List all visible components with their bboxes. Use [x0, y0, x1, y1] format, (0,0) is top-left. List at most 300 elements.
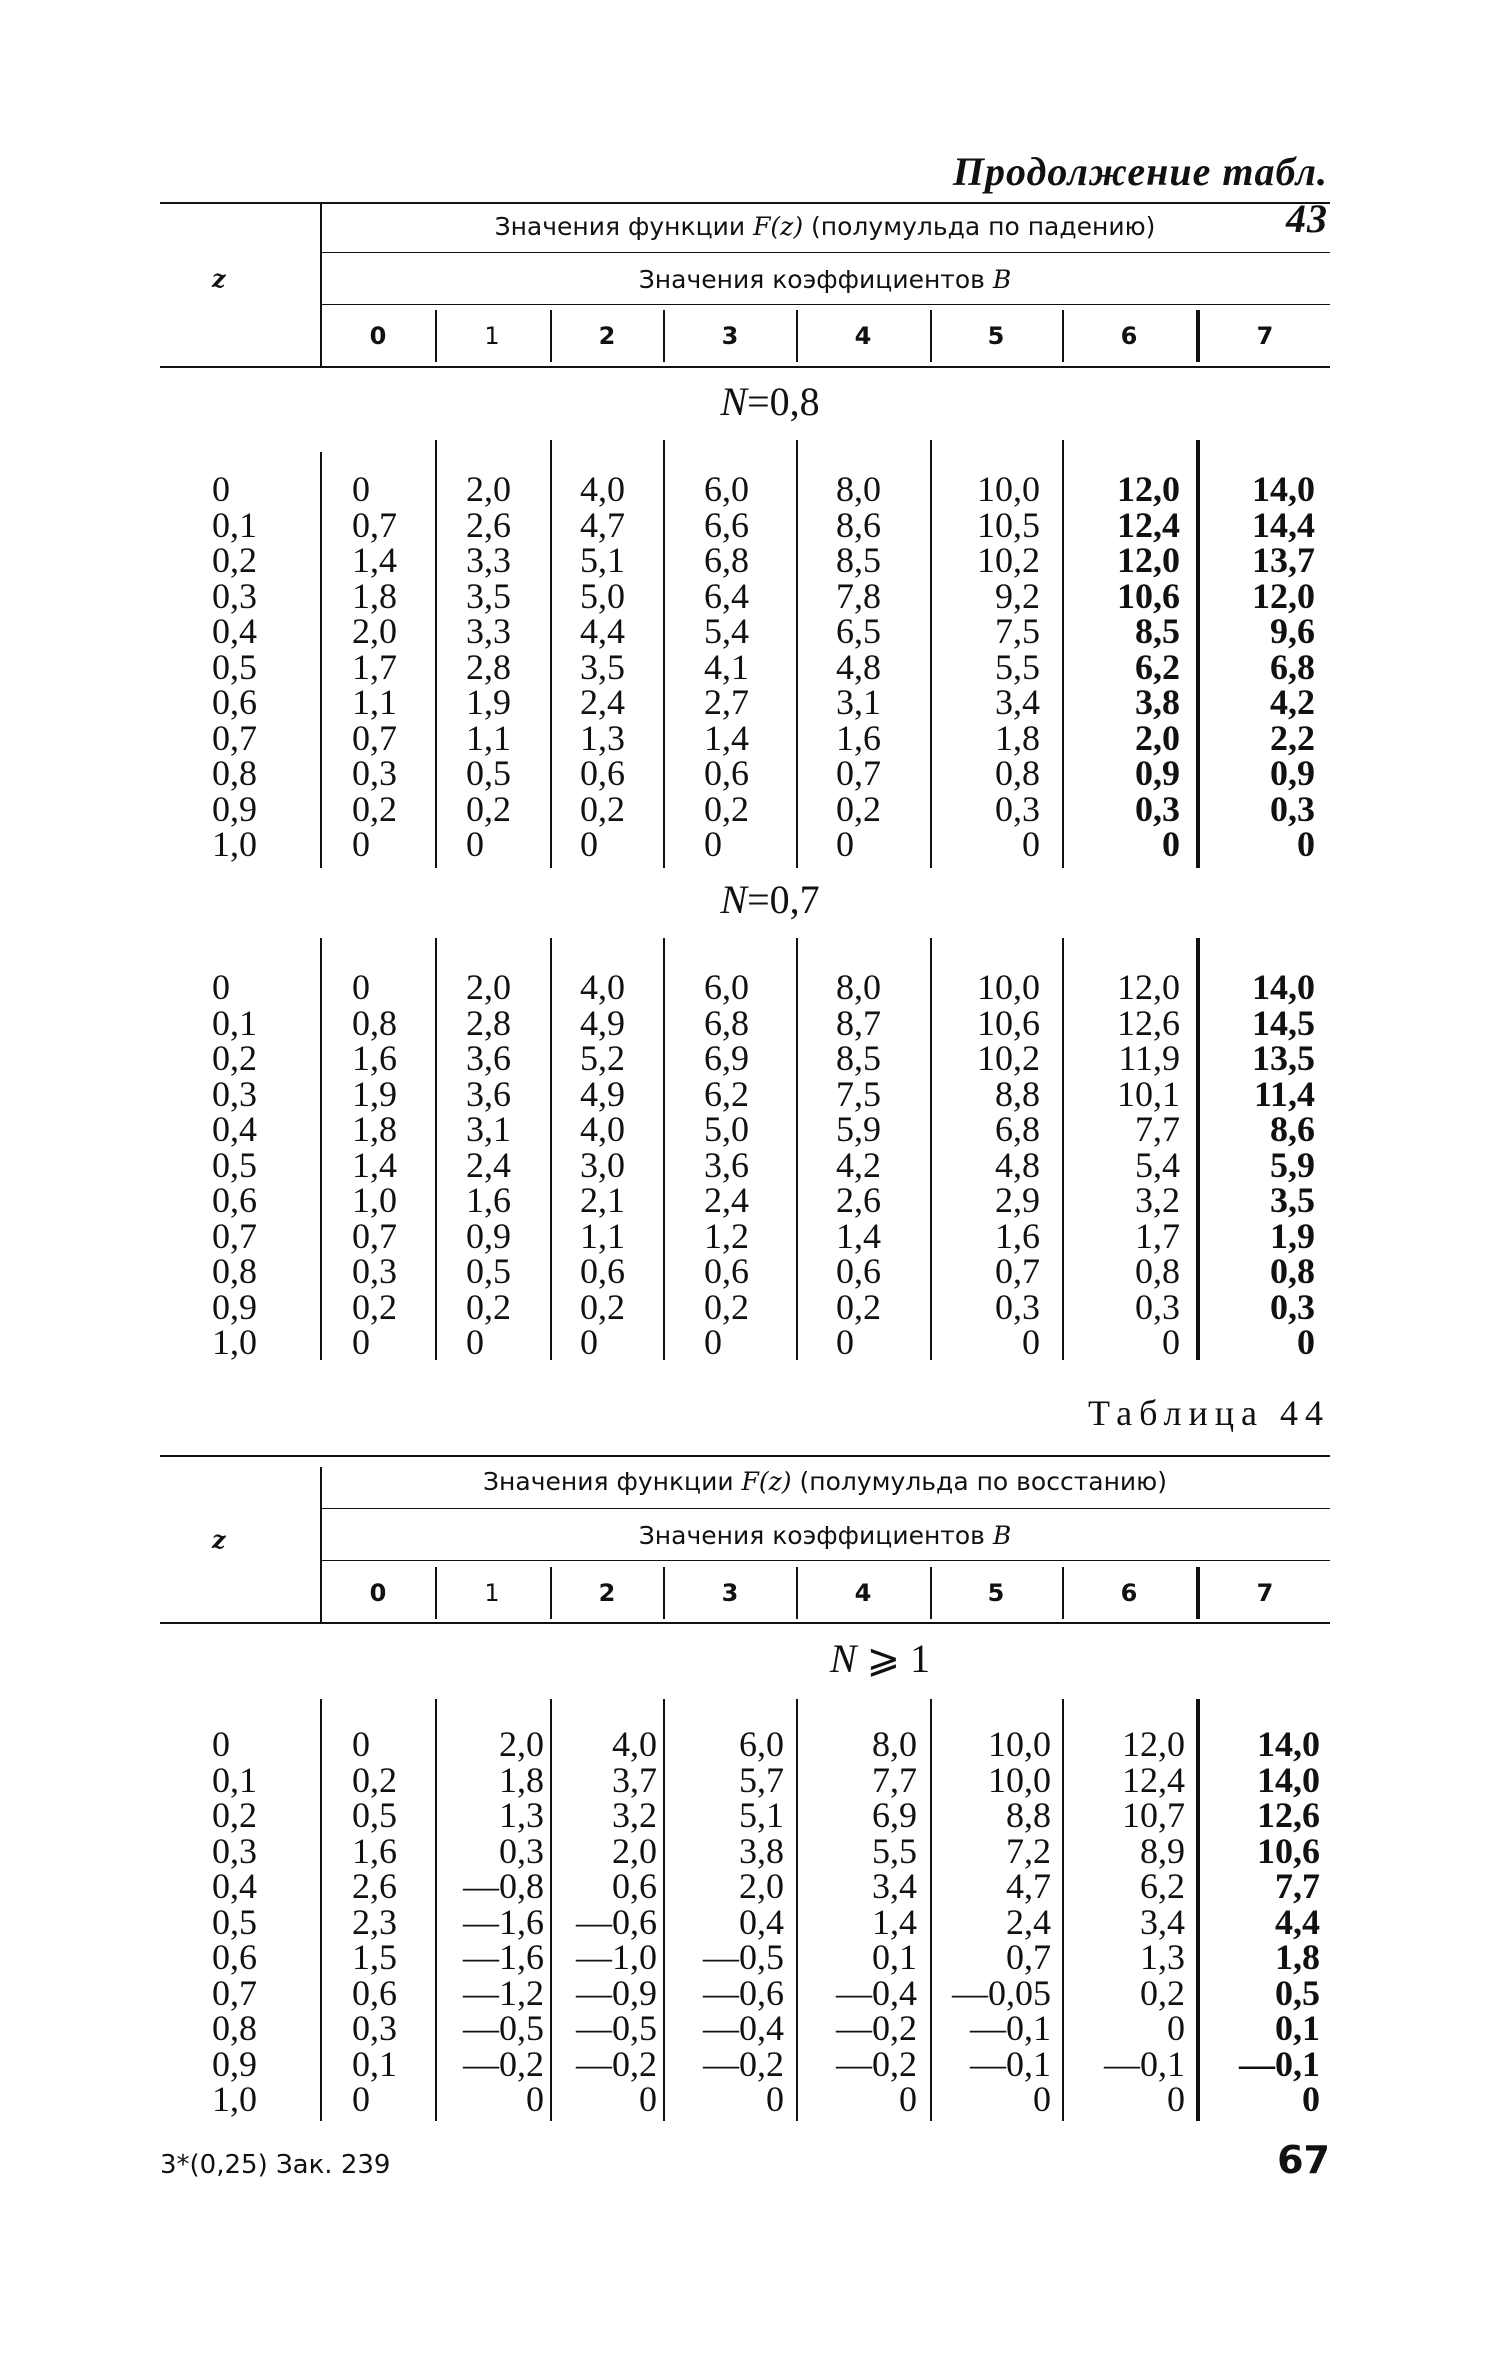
table-cell: 6,9 [872, 1795, 917, 1835]
header-bottom-rule [160, 1622, 1330, 1624]
table-cell: 1,0 [352, 1180, 397, 1220]
table-cell: 3,4 [872, 1866, 917, 1906]
table-cell: 1,4 [352, 1144, 397, 1185]
table-cell: 0 [352, 2079, 370, 2119]
column-divider [1062, 1567, 1064, 1619]
table-cell: 5,5 [995, 646, 1040, 687]
table-cell: —1,2 [463, 1972, 544, 2013]
table-cell: 1,6 [836, 717, 881, 758]
table-cell: 0,2 [1140, 1972, 1185, 2013]
table-cell: 0,4 [212, 1866, 257, 1906]
table-cell: 0,8 [1135, 1251, 1180, 1291]
table-cell: 0 [1302, 2079, 1320, 2119]
table-cell: 2,8 [466, 646, 511, 687]
table-cell: 4,0 [612, 1724, 657, 1764]
z-column-header: z [212, 264, 226, 293]
table-cell: 0,5 [1275, 1972, 1320, 2013]
table-cell: 2,0 [499, 1724, 544, 1764]
table-cell: —0,5 [703, 1937, 784, 1977]
coefficient-6-values [1070, 967, 1180, 1362]
table-cell: 1,6 [995, 1215, 1040, 1256]
table-cell: —0,5 [463, 2008, 544, 2048]
table-cell: 2,2 [1270, 717, 1315, 758]
table-cell: —0,2 [576, 2043, 657, 2084]
column-divider [1062, 440, 1064, 868]
table-cell: 8,8 [995, 1073, 1040, 1114]
top-rule [160, 202, 1330, 204]
column-divider [320, 202, 322, 366]
table-cell: 0,2 [580, 1286, 625, 1327]
table-cell: 10,6 [977, 1002, 1040, 1043]
table-cell: 0 [212, 967, 230, 1007]
table-cell: 4,4 [580, 611, 625, 651]
table-cell: 14,0 [1252, 967, 1315, 1007]
table-cell: 10,6 [1117, 575, 1180, 616]
page-number: 67 [1277, 2138, 1330, 2182]
table-cell: 0,1 [872, 1937, 917, 1977]
table-cell: 0,3 [352, 2008, 397, 2048]
table-cell: 7,7 [1275, 1866, 1320, 1906]
table-cell: 1,4 [704, 717, 749, 758]
table-cell: —0,8 [463, 1866, 544, 1906]
table-cell: 0,8 [352, 1002, 397, 1043]
table-cell: 3,5 [466, 575, 511, 616]
column-divider [796, 310, 798, 362]
table-cell: 13,5 [1252, 1038, 1315, 1078]
table-cell: 0,9 [212, 1286, 257, 1327]
coefficient-2-values [580, 967, 625, 1362]
table-cell: 8,7 [836, 1002, 881, 1043]
table-cell: 8,6 [836, 504, 881, 545]
table-cell: 0,1 [212, 1759, 257, 1800]
table-cell: 0,1 [352, 2043, 397, 2084]
table-cell: 0 [1022, 1322, 1040, 1362]
table-cell: 4,8 [836, 646, 881, 687]
coefficient-2-values [553, 1724, 657, 2119]
n-value-label: N=0,7 [720, 877, 820, 922]
table-cell: 5,4 [704, 611, 749, 651]
table-cell: 2,4 [704, 1180, 749, 1220]
column-divider [435, 440, 437, 868]
table-cell: 1,6 [352, 1830, 397, 1871]
table-cell: 6,8 [1270, 646, 1315, 687]
table-cell: 12,4 [1122, 1759, 1185, 1800]
table-cell: 6,2 [704, 1073, 749, 1114]
coefficient-column-0: 0 [369, 1579, 387, 1607]
table-cell: 0 [1162, 824, 1180, 864]
coefficient-column-7: 7 [1256, 322, 1274, 350]
coefficient-7-values [1205, 967, 1315, 1362]
table-cell: 0,2 [212, 1795, 257, 1835]
table-cell: 2,6 [352, 1866, 397, 1906]
table-cell: 0,1 [212, 504, 257, 545]
table-cell: 4,8 [995, 1144, 1040, 1185]
table-cell: 0,4 [212, 611, 257, 651]
table-cell: 0,8 [212, 1251, 257, 1291]
table-cell: 7,8 [836, 575, 881, 616]
table-cell: 0,7 [352, 1215, 397, 1256]
column-divider [796, 440, 798, 868]
table-cell: 3,5 [1270, 1180, 1315, 1220]
function-header: Значения функции F(z) (полумульда по падению) [494, 212, 1156, 241]
table-cell: 4,9 [580, 1073, 625, 1114]
table-44 [160, 1455, 1330, 2125]
table-cell: 3,4 [995, 682, 1040, 722]
table-cell: —1,0 [576, 1937, 657, 1977]
coefficient-4-values [799, 1724, 917, 2119]
table-cell: 0,1 [212, 1002, 257, 1043]
column-divider [930, 310, 932, 362]
table-cell: 0,4 [212, 1109, 257, 1149]
table-cell: 2,1 [580, 1180, 625, 1220]
table-cell: 2,4 [1006, 1901, 1051, 1942]
table-cell: 1,7 [352, 646, 397, 687]
table-cell: 1,7 [1135, 1215, 1180, 1256]
column-divider [930, 1567, 932, 1619]
table-cell: 14,0 [1257, 1724, 1320, 1764]
table-cell: 0 [1033, 2079, 1051, 2119]
table-cell: 12,0 [1252, 575, 1315, 616]
top-rule [160, 1455, 1330, 1457]
table-cell: 0 [352, 824, 370, 864]
table-cell: 0 [466, 1322, 484, 1362]
table-cell: 0,2 [466, 1286, 511, 1327]
table-cell: 4,4 [1275, 1901, 1320, 1942]
coefficient-column-4: 4 [854, 1579, 872, 1607]
table-cell: 0,5 [352, 1795, 397, 1835]
table-cell: 1,3 [499, 1795, 544, 1835]
coefficient-1-values [466, 469, 511, 864]
table-cell: 0,8 [995, 753, 1040, 793]
table-cell: 1,9 [352, 1073, 397, 1114]
coefficient-divider [320, 304, 1330, 305]
coefficient-header: Значения коэффициентов B [638, 265, 1012, 294]
table-cell: 5,0 [704, 1109, 749, 1149]
table-cell: 0 [580, 824, 598, 864]
table-cell: 0,2 [212, 1038, 257, 1078]
table-cell: 1,1 [466, 717, 511, 758]
column-divider [1062, 310, 1064, 362]
coefficient-column-6: 6 [1120, 1579, 1138, 1607]
table-cell: —0,2 [836, 2043, 917, 2084]
table-cell: 12,6 [1257, 1795, 1320, 1835]
table-cell: 9,2 [995, 575, 1040, 616]
table-cell: 0 [639, 2079, 657, 2119]
table-cell: 5,9 [1270, 1144, 1315, 1185]
table-cell: 4,7 [1006, 1866, 1051, 1906]
z-values [212, 967, 257, 1362]
table-cell: 1,4 [872, 1901, 917, 1942]
table-cell: 10,0 [988, 1759, 1051, 1800]
table-cell: 0,9 [212, 2043, 257, 2084]
table-cell: 6,5 [836, 611, 881, 651]
table-cell: 0,5 [466, 1251, 511, 1291]
table-cell: 14,5 [1252, 1002, 1315, 1043]
table-cell: 0,6 [352, 1972, 397, 2013]
table-cell: 0,3 [352, 753, 397, 793]
coefficient-3-values [704, 469, 749, 864]
table-cell: 2,7 [704, 682, 749, 722]
table-cell: 0 [1297, 1322, 1315, 1362]
table-cell: 0,8 [1270, 1251, 1315, 1291]
table-cell: 0,6 [212, 1180, 257, 1220]
column-divider [1196, 938, 1200, 1360]
table-cell: —0,6 [576, 1901, 657, 1942]
coefficient-0-values [352, 1724, 397, 2119]
table-cell: 0,6 [704, 1251, 749, 1291]
table-cell: 0,9 [212, 788, 257, 829]
table-44-title: Таблица 44 [1088, 1393, 1330, 1433]
table-cell: 2,0 [612, 1830, 657, 1871]
table-cell: 1,0 [212, 2079, 257, 2119]
table-cell: 6,8 [704, 1002, 749, 1043]
table-cell: —0,2 [703, 2043, 784, 2084]
column-divider [930, 440, 932, 868]
table-cell: 0,3 [212, 1073, 257, 1114]
table-cell: 12,4 [1117, 504, 1180, 545]
column-divider [796, 938, 798, 1360]
table-cell: 6,6 [704, 504, 749, 545]
table-cell: 3,6 [466, 1038, 511, 1078]
coefficient-3-values [666, 1724, 784, 2119]
table-cell: 0 [352, 967, 370, 1007]
table-cell: 0,7 [212, 717, 257, 758]
column-divider [550, 938, 552, 1360]
table-cell: 0,3 [352, 1251, 397, 1291]
table-cell: —0,2 [463, 2043, 544, 2084]
table-cell: 0 [836, 1322, 854, 1362]
table-cell: 0,2 [352, 1286, 397, 1327]
coefficient-7-values [1205, 469, 1315, 864]
table-cell: 0,7 [212, 1972, 257, 2013]
table-cell: 0,7 [836, 753, 881, 793]
table-cell: 4,0 [580, 967, 625, 1007]
table-cell: 7,5 [995, 611, 1040, 651]
table-cell: 5,7 [739, 1759, 784, 1800]
table-cell: 0 [1022, 824, 1040, 864]
coefficient-divider [320, 1560, 1330, 1561]
coefficient-column-1: 1 [484, 322, 500, 350]
table-cell: 0,6 [580, 1251, 625, 1291]
table-cell: 11,9 [1118, 1038, 1180, 1078]
table-cell: 12,0 [1117, 469, 1180, 509]
table-cell: 1,8 [352, 575, 397, 616]
table-cell: —0,1 [1239, 2043, 1320, 2084]
column-divider [550, 1699, 552, 2121]
table-cell: 2,0 [466, 967, 511, 1007]
coefficient-column-3: 3 [721, 1579, 739, 1607]
column-divider [796, 1567, 798, 1619]
table-cell: 12,6 [1117, 1002, 1180, 1043]
table-cell: 4,1 [704, 646, 749, 687]
table-cell: 0,5 [212, 646, 257, 687]
table-cell: 2,8 [466, 1002, 511, 1043]
table-cell: 1,6 [352, 1038, 397, 1078]
table-cell: 6,2 [1135, 646, 1180, 687]
table-cell: 5,1 [739, 1795, 784, 1835]
table-cell: 0,2 [352, 788, 397, 829]
table-cell: 8,5 [836, 540, 881, 580]
column-divider [930, 1699, 932, 2121]
table-cell: 8,9 [1140, 1830, 1185, 1871]
table-cell: 0,2 [352, 1759, 397, 1800]
table-cell: —0,1 [1104, 2043, 1185, 2084]
table-cell: 6,4 [704, 575, 749, 616]
coefficient-column-5: 5 [987, 1579, 1005, 1607]
table-cell: 0,5 [212, 1144, 257, 1185]
column-divider [320, 1699, 322, 2121]
table-cell: 0,2 [580, 788, 625, 829]
table-cell: 5,0 [580, 575, 625, 616]
table-cell: 2,6 [836, 1180, 881, 1220]
table-cell: 0 [766, 2079, 784, 2119]
table-cell: 5,5 [872, 1830, 917, 1871]
table-cell: 8,0 [872, 1724, 917, 1764]
table-cell: 10,1 [1117, 1073, 1180, 1114]
table-cell: 2,0 [739, 1866, 784, 1906]
column-divider [1196, 440, 1200, 868]
table-cell: 0,8 [212, 753, 257, 793]
n-value-label: N ⩾ 1 [829, 1636, 931, 1681]
table-cell: 12,0 [1117, 540, 1180, 580]
table-cell: 3,6 [466, 1073, 511, 1114]
column-divider [550, 440, 552, 868]
table-cell: 1,8 [1275, 1937, 1320, 1977]
table-cell: 3,2 [612, 1795, 657, 1835]
table-cell: 5,1 [580, 540, 625, 580]
table-cell: 8,5 [1135, 611, 1180, 651]
table-cell: 2,4 [580, 682, 625, 722]
table-cell: 4,9 [580, 1002, 625, 1043]
column-divider [435, 1699, 437, 2121]
table-cell: 0,3 [1135, 1286, 1180, 1327]
table-cell: 12,0 [1122, 1724, 1185, 1764]
z-values [212, 469, 257, 864]
table-cell: 6,9 [704, 1038, 749, 1078]
n-value-label: N=0,8 [720, 379, 820, 424]
column-divider [663, 938, 665, 1360]
table-cell: 0,9 [466, 1215, 511, 1256]
table-cell: 0 [352, 1724, 370, 1764]
table-cell: 0 [580, 1322, 598, 1362]
table-cell: —0,05 [952, 1972, 1051, 2013]
column-divider [796, 1699, 798, 2121]
column-divider [663, 1699, 665, 2121]
table-cell: 12,0 [1117, 967, 1180, 1007]
table-cell: 0 [1167, 2008, 1185, 2048]
print-info: 3*(0,25) Зак. 239 [160, 2150, 391, 2180]
table-cell: 0,7 [995, 1251, 1040, 1291]
table-cell: 0 [704, 1322, 722, 1362]
column-divider [1062, 1699, 1064, 2121]
table-cell: 10,6 [1257, 1830, 1320, 1871]
table-cell: 0,2 [466, 788, 511, 829]
coefficient-5-values [933, 1724, 1051, 2119]
table-cell: 0,2 [704, 788, 749, 829]
coefficient-column-0: 0 [369, 322, 387, 350]
column-divider [320, 1467, 322, 1622]
column-divider [1062, 938, 1064, 1360]
column-divider [435, 310, 437, 362]
table-cell: 14,4 [1252, 504, 1315, 545]
function-header: Значения функции F(z) (полумульда по восстанию) [483, 1467, 1167, 1496]
table-cell: 1,0 [212, 824, 257, 864]
column-divider [550, 1567, 552, 1619]
header-divider [320, 1508, 1330, 1509]
coefficient-column-6: 6 [1120, 322, 1138, 350]
table-cell: 3,1 [836, 682, 881, 722]
table-cell: 0,6 [836, 1251, 881, 1291]
table-cell: 3,2 [1135, 1180, 1180, 1220]
table-cell: 0,2 [704, 1286, 749, 1327]
table-cell: 1,6 [466, 1180, 511, 1220]
header-divider [320, 252, 1330, 253]
coefficient-3-values [704, 967, 749, 1362]
table-cell: 3,8 [739, 1830, 784, 1871]
table-cell: 0,1 [1275, 2008, 1320, 2048]
coefficient-6-values [1065, 1724, 1185, 2119]
table-cell: 1,4 [836, 1215, 881, 1256]
table-cell: 3,3 [466, 611, 511, 651]
table-cell: 0,6 [212, 682, 257, 722]
table-cell: 1,5 [352, 1937, 397, 1977]
table-cell: 10,7 [1122, 1795, 1185, 1835]
table-cell: 0,2 [836, 788, 881, 829]
column-divider [320, 938, 322, 1360]
table-cell: 5,4 [1135, 1144, 1180, 1185]
coefficient-column-7: 7 [1256, 1579, 1274, 1607]
coefficient-column-2: 2 [598, 1579, 616, 1607]
table-cell: 3,8 [1135, 682, 1180, 722]
table-cell: 11,4 [1253, 1073, 1315, 1114]
table-cell: 6,8 [995, 1109, 1040, 1149]
column-divider [930, 938, 932, 1360]
table-cell: 4,2 [836, 1144, 881, 1185]
table-cell: 14,0 [1257, 1759, 1320, 1800]
table-cell: 4,7 [580, 504, 625, 545]
header-bottom-rule [160, 366, 1330, 368]
table-cell: 0,3 [1270, 788, 1315, 829]
table-cell: 0,6 [612, 1866, 657, 1906]
table-cell: 0 [1297, 824, 1315, 864]
coefficient-column-2: 2 [598, 322, 616, 350]
table-cell: —0,4 [836, 1972, 917, 2013]
table-cell: 0,2 [836, 1286, 881, 1327]
coefficient-7-values [1200, 1724, 1320, 2119]
table-cell: 2,9 [995, 1180, 1040, 1220]
column-divider [1196, 1567, 1200, 1619]
table-cell: 8,8 [1006, 1795, 1051, 1835]
table-cell: 8,6 [1270, 1109, 1315, 1149]
table-cell: 0,3 [499, 1830, 544, 1871]
table-cell: 1,3 [1140, 1937, 1185, 1977]
table-cell: 3,0 [580, 1144, 625, 1185]
coefficient-6-values [1070, 469, 1180, 864]
table-cell: 0,6 [212, 1937, 257, 1977]
table-cell: 2,0 [352, 611, 397, 651]
coefficient-column-1: 1 [484, 1579, 500, 1607]
table-cell: 0 [526, 2079, 544, 2119]
coefficient-column-5: 5 [987, 322, 1005, 350]
table-43 [160, 202, 1330, 1362]
table-cell: 0 [212, 469, 230, 509]
column-divider [435, 938, 437, 1360]
table-cell: 5,2 [580, 1038, 625, 1078]
coefficient-1-values [466, 967, 511, 1362]
column-divider [550, 310, 552, 362]
coefficient-4-values [836, 967, 881, 1362]
coefficient-5-values [940, 967, 1040, 1362]
